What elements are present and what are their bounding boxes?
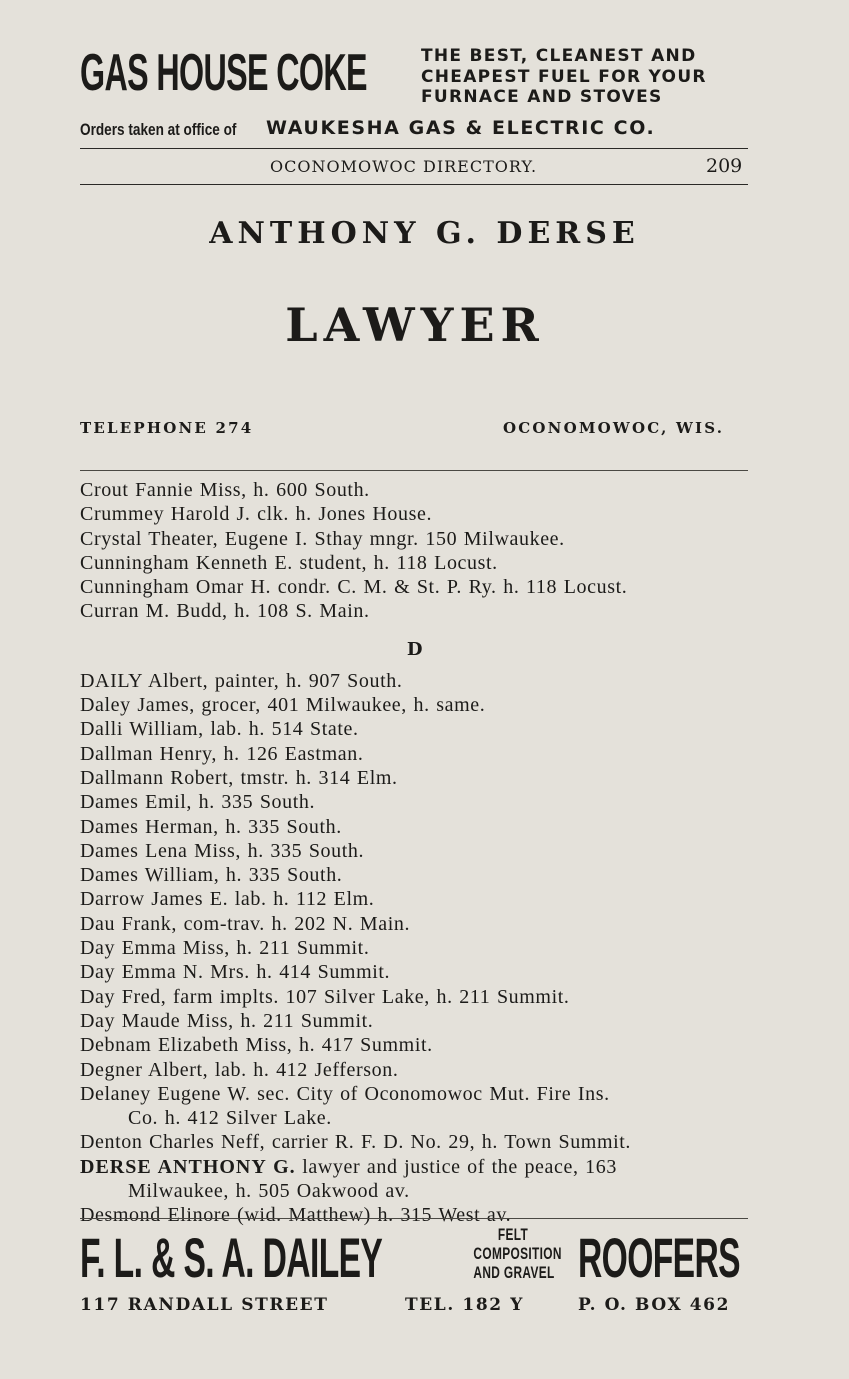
ad-tagline-line: CHEAPEST FUEL FOR YOUR (421, 66, 707, 87)
list-item: Curran M. Budd, h. 108 S. Main. (80, 600, 370, 623)
list-item: Day Emma Miss, h. 211 Summit. (80, 937, 370, 960)
footer-rule (80, 1218, 748, 1219)
list-item: DAILY Albert, painter, h. 907 South. (80, 669, 403, 692)
ad-material: COMPOSITION (473, 1245, 562, 1263)
list-item: Denton Charles Neff, carrier R. F. D. No. 29, h. Town Summit. (80, 1131, 632, 1154)
card-rule (80, 470, 748, 471)
ad-material: FELT (497, 1226, 529, 1244)
ad-materials (458, 1226, 568, 1283)
list-item: Cunningham Kenneth E. student, h. 118 Locust. (80, 551, 498, 574)
list-item: Day Maude Miss, h. 211 Summit. (80, 1009, 374, 1032)
list-item: Day Emma N. Mrs. h. 414 Summit. (80, 961, 391, 984)
list-item: Degner Albert, lab. h. 412 Jefferson. (80, 1058, 399, 1081)
list-item: Crystal Theater, Eugene I. Sthay mngr. 150 Milwaukee. (80, 527, 565, 550)
list-item: Dalli William, lab. h. 514 State. (80, 718, 359, 741)
list-item: Dames Lena Miss, h. 335 South. (80, 839, 365, 862)
list-item: Crummey Harold J. clk. h. Jones House. (80, 503, 433, 526)
list-item: Day Fred, farm implts. 107 Silver Lake, h. 211 Summit. (80, 985, 570, 1008)
derse-name: DERSE ANTHONY G. (80, 1155, 296, 1178)
ad-gas-house-coke: GAS HOUSE COKE (80, 44, 367, 102)
list-item: Darrow James E. lab. h. 112 Elm. (80, 888, 375, 911)
card-name: ANTHONY G. DERSE (209, 216, 640, 251)
list-item: Dames Emil, h. 335 South. (80, 791, 316, 814)
ad-street: 117 RANDALL STREET (80, 1295, 329, 1315)
list-item-continuation: Milwaukee, h. 505 Oakwood av. (128, 1180, 410, 1203)
header-rule-bottom (80, 184, 748, 185)
card-title: LAWYER (285, 298, 545, 352)
list-item: Dau Frank, com-trav. h. 202 N. Main. (80, 912, 411, 935)
ad-orders-label: Orders taken at office of (80, 120, 237, 139)
ad-roofers: ROOFERS (578, 1226, 740, 1289)
list-item-derse (80, 1155, 760, 1179)
ad-tagline (421, 46, 751, 108)
page-number: 209 (706, 155, 743, 177)
list-item: Crout Fannie Miss, h. 600 South. (80, 479, 370, 501)
list-item: Dallman Henry, h. 126 Eastman. (80, 742, 364, 765)
ad-po-box: P. O. BOX 462 (578, 1295, 731, 1315)
header-rule-top (80, 148, 748, 149)
card-telephone: TELEPHONE 274 (80, 419, 254, 437)
directory-listings (80, 478, 760, 1228)
ad-telephone: TEL. 182 Y (405, 1295, 524, 1315)
ad-tagline-line: FURNACE AND STOVES (421, 87, 663, 107)
list-item: Cunningham Omar H. condr. C. M. & St. P. Ry. h. 118 Locust. (80, 576, 628, 599)
ad-company: WAUKESHA GAS & ELECTRIC CO. (266, 117, 656, 139)
list-item-continuation: Co. h. 412 Silver Lake. (128, 1107, 332, 1130)
ad-material: AND GRAVEL (473, 1264, 555, 1282)
list-item: Delaney Eugene W. sec. City of Oconomowoc Mut. Fire Ins. (80, 1082, 610, 1105)
list-item: Dames William, h. 335 South. (80, 864, 343, 887)
ad-tagline-line: THE BEST, CLEANEST AND (421, 46, 697, 66)
list-item: Desmond Elinore (wid. Matthew) h. 315 West av. (80, 1204, 512, 1227)
section-letter-d: D (406, 638, 424, 660)
card-city: OCONOMOWOC, WIS. (503, 419, 725, 437)
list-item: Dames Herman, h. 335 South. (80, 815, 342, 838)
derse-description: lawyer and justice of the peace, 163 (302, 1155, 617, 1178)
list-item: Debnam Elizabeth Miss, h. 417 Summit. (80, 1034, 433, 1057)
list-item: Daley James, grocer, 401 Milwaukee, h. same. (80, 694, 486, 717)
list-item: Dallmann Robert, tmstr. h. 314 Elm. (80, 766, 398, 789)
running-head: OCONOMOWOC DIRECTORY. (270, 157, 538, 176)
ad-dailey-name: F. L. & S. A. DAILEY (80, 1226, 383, 1289)
